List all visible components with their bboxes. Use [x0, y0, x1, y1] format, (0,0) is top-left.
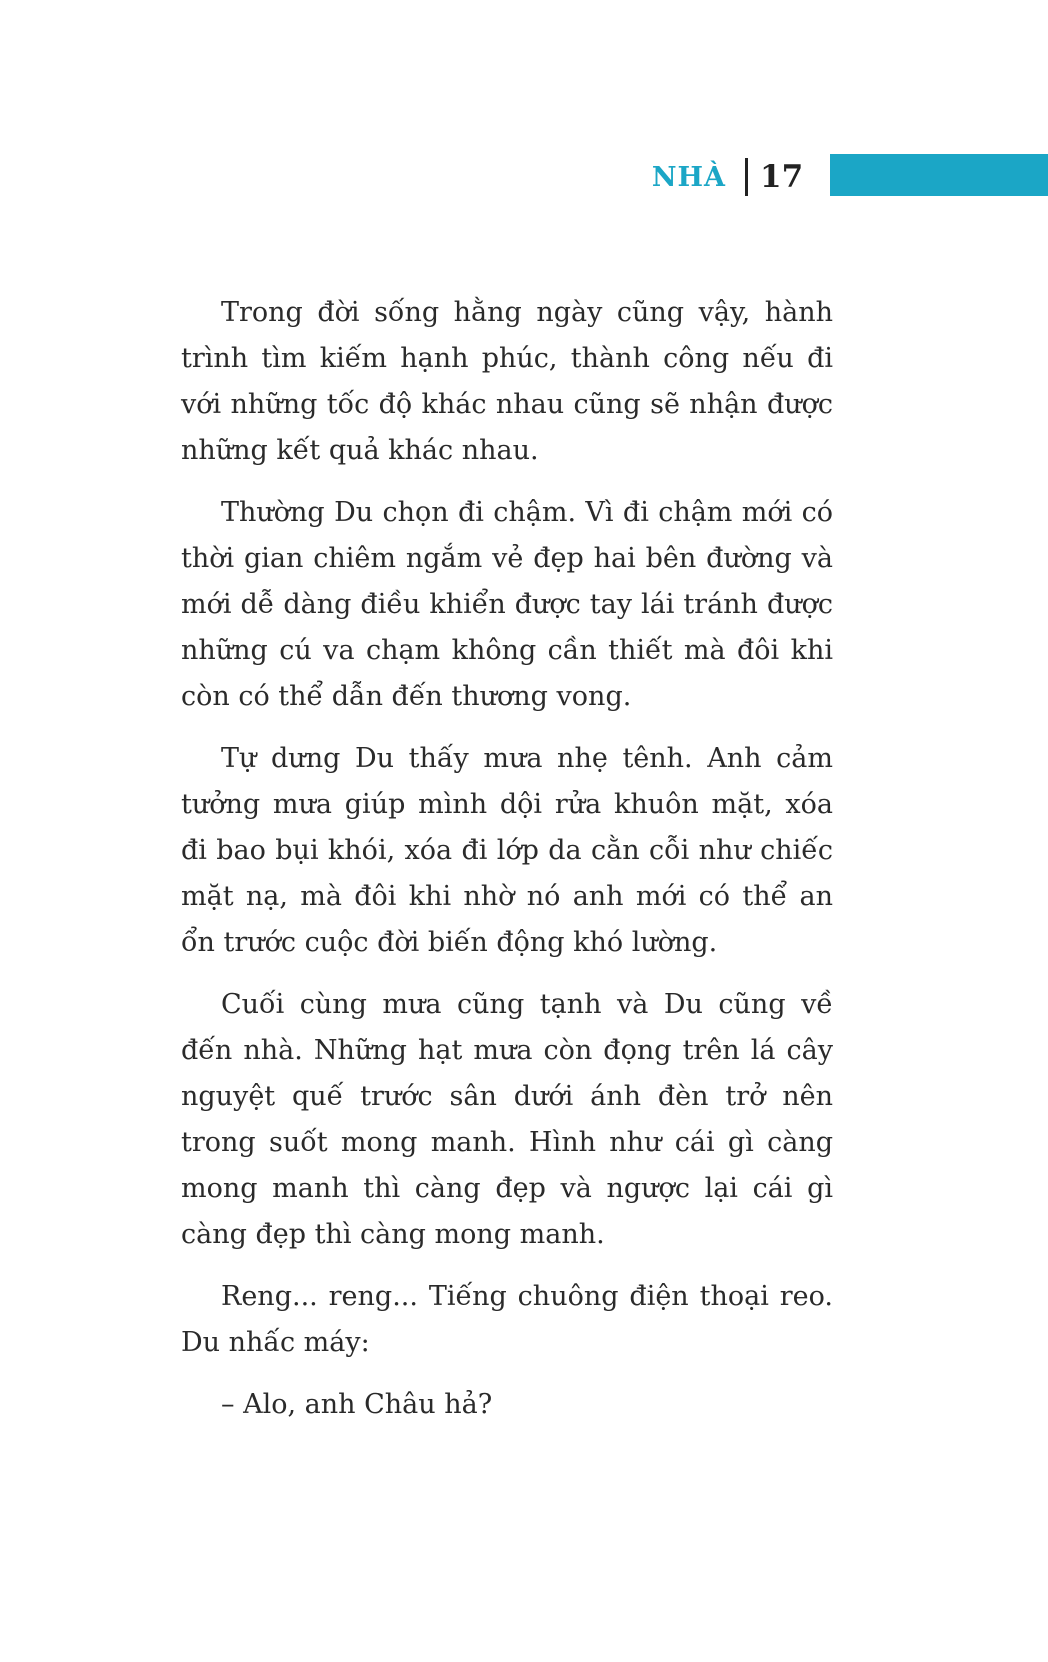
chapter-title: NHÀ [651, 162, 726, 193]
header-divider [745, 158, 748, 196]
paragraph: Trong đời sống hằng ngày cũng vậy, hành trình tìm kiếm hạnh phúc, thành công nếu đi với những tốc độ khác nhau cũng sẽ nhận được những kết quả khác nhau. [181, 297, 833, 466]
header-accent-bar [830, 154, 1048, 196]
paragraph: Cuối cùng mưa cũng tạnh và Du cũng về đến nhà. Những hạt mưa còn đọng trên lá cây nguyệt quế trước sân dưới ánh đèn trở nên trong suốt mong manh. Hình như cái gì càng mong manh thì càng đẹp và ngược lại cái gì càng đẹp thì càng mong manh. [181, 989, 833, 1250]
page-header [0, 150, 1048, 200]
page-number: 17 [760, 159, 804, 195]
page-body [181, 290, 833, 1444]
paragraph: Tự dưng Du thấy mưa nhẹ tênh. Anh cảm tưởng mưa giúp mình dội rửa khuôn mặt, xóa đi bao bụi khói, xóa đi lớp da cằn cỗi như chiếc mặt nạ, mà đôi khi nhờ nó anh mới có thể an ổn trước cuộc đời biến động khó lường. [181, 743, 833, 958]
dialogue-line: – Alo, anh Châu hả? [221, 1389, 493, 1420]
paragraph: Thường Du chọn đi chậm. Vì đi chậm mới có thời gian chiêm ngắm vẻ đẹp hai bên đường và mới dễ dàng điều khiển được tay lái tránh được những cú va chạm không cần thiết mà đôi khi còn có thể dẫn đến thương vong. [181, 497, 833, 712]
paragraph: Reng... reng... Tiếng chuông điện thoại reo. Du nhấc máy: [181, 1281, 833, 1358]
